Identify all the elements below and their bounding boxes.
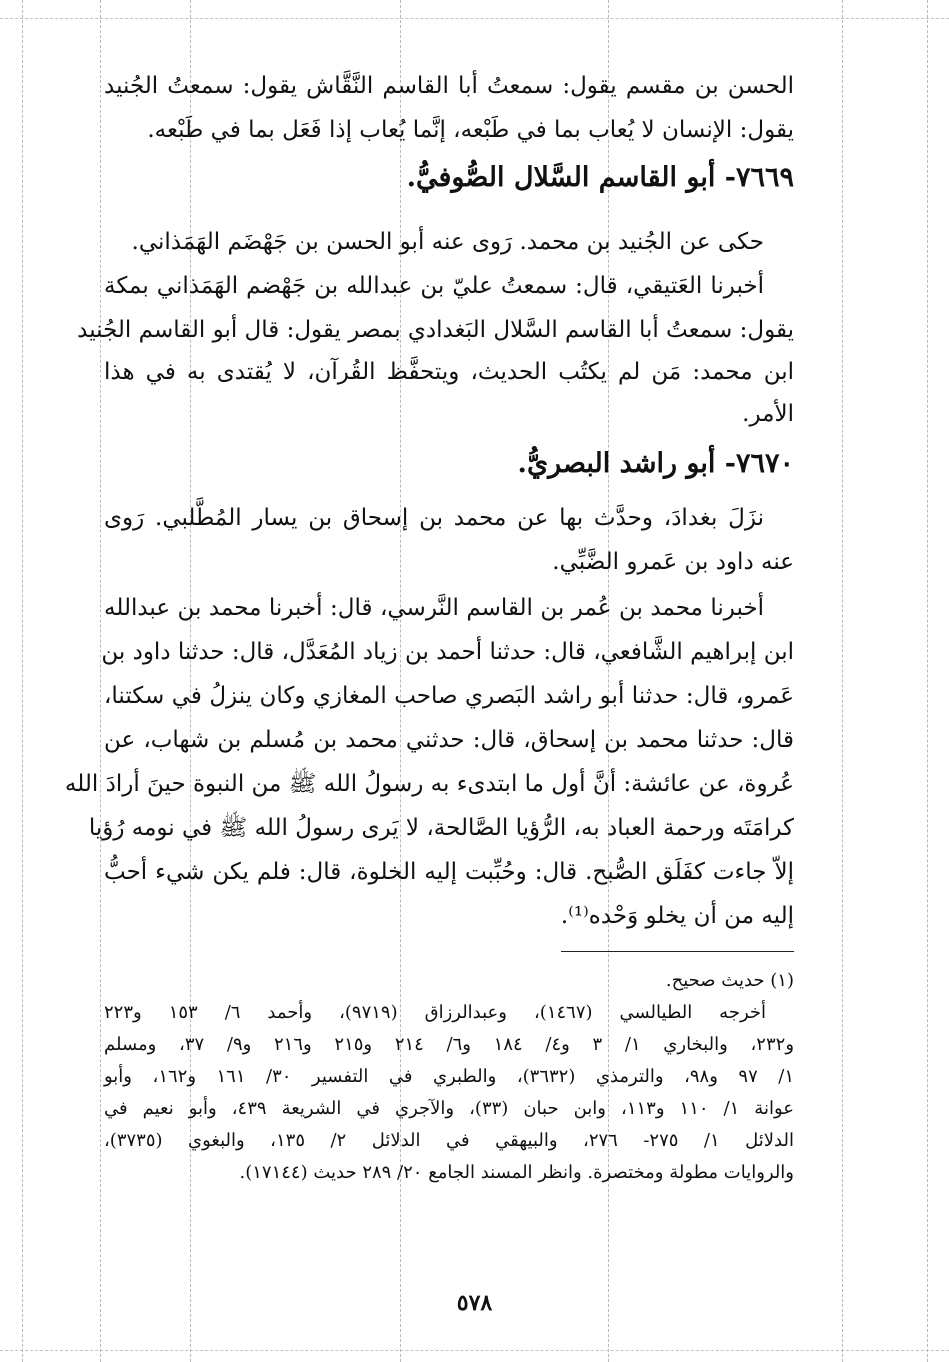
text-line: ابن إبراهيم الشَّافعي، قال: حدثنا أحمد بن زياد المُعَدَّل، قال: حدثنا داود بن bbox=[101, 639, 794, 665]
text-line: حكى عن الجُنيد بن محمد. رَوى عنه أبو الحسن بن جَهْضَم الهَمَذاني. bbox=[131, 229, 764, 255]
footnote-line: ١/ ٩٧ و٩٨، والترمذي (٣٦٣٢)، والطبري في التفسير ٣٠/ ١٦١ و١٦٢، وأبو bbox=[104, 1066, 794, 1087]
page-number: ٥٧٨ bbox=[456, 1290, 493, 1316]
text-line: إليه من أن يخلو وَحْده⁽¹⁾. bbox=[560, 903, 794, 929]
page-body bbox=[64, 66, 795, 1306]
text-line: كرامَتَه ورحمة العباد به، الرُّؤيا الصَّالحة، لا يَرى رسولُ الله ﷺ في نومه رُؤيا bbox=[88, 815, 794, 841]
text-line: أخبرنا العَتيقي، قال: سمعتُ عليّ بن عبدالله بن جَهْضم الهَمَذاني بمكة bbox=[104, 273, 764, 299]
footnote-line: عوانة ١/ ١١٠ و١١٣، وابن حبان (٣٣)، والآجري في الشريعة ٤٣٩، وأبو نعيم في bbox=[104, 1098, 794, 1119]
text-line: عنه داود بن عَمرو الضَّبِّي. bbox=[552, 549, 794, 575]
text-line: أخبرنا محمد بن عُمر بن القاسم النَّرسي، قال: أخبرنا محمد بن عبدالله bbox=[104, 595, 764, 621]
footnote-line: الدلائل ١/ ٢٧٥- ٢٧٦، والبيهقي في الدلائل ٢/ ١٣٥، والبغوي (٣٧٣٥)، bbox=[104, 1130, 794, 1151]
text-line: ابن محمد: مَن لم يكتُب الحديث، ويتحفَّظ القُرآن، لا يُقتدى به في هذا bbox=[104, 359, 794, 385]
text-line: عَمرو، قال: حدثنا أبو راشد البَصري صاحب المغازي وكان ينزلُ في سكتنا، bbox=[104, 683, 794, 709]
scan-guide-line bbox=[100, 0, 101, 1362]
footnote-line: أخرجه الطيالسي (١٤٦٧)، وعبدالرزاق (٩٧١٩)، وأحمد ٦/ ١٥٣ و٢٢٣ bbox=[104, 1002, 767, 1023]
entry-heading: ٧٦٧٠- أبو راشد البصريُّ. bbox=[517, 448, 794, 479]
scan-guide-line bbox=[0, 1350, 949, 1351]
text-line: الحسن بن مقسم يقول: سمعتُ أبا القاسم النَّقَّاش يقول: سمعتُ الجُنيد bbox=[104, 73, 794, 99]
text-line: الأمر. bbox=[742, 401, 794, 427]
scan-guide-line bbox=[0, 18, 949, 19]
footnote-line: (١) حديث صحيح. bbox=[665, 970, 794, 991]
text-line: قال: حدثنا محمد بن إسحاق، قال: حدثني محمد بن مُسلم بن شهاب، عن bbox=[104, 727, 794, 753]
text-line: يقول: الإنسان لا يُعاب بما في طَبْعه، إنَّما يُعاب إذا فَعَل بما في طَبْعه. bbox=[147, 117, 794, 143]
text-line: يقول: سمعتُ أبا القاسم السَّلال البَغدادي بمصر يقول: قال أبو القاسم الجُنيد bbox=[77, 317, 794, 343]
footnote-line: و٢٣٢، والبخاري ١/ ٣ و٤/ ١٨٤ و٦/ ٢١٤ و٢١٥ و٢١٦ و٩/ ٣٧، ومسلم bbox=[104, 1034, 795, 1055]
scan-guide-line bbox=[842, 0, 843, 1362]
text-line: نزَلَ بغدادَ، وحدَّث بها عن محمد بن إسحاق بن يسار المُطَّلبي. رَوى bbox=[104, 505, 764, 531]
footnote-line: والروايات مطولة ومختصرة. وانظر المسند الجامع ٢٠/ ٢٨٩ حديث (١٧١٤٤). bbox=[239, 1162, 794, 1183]
footnote-separator bbox=[561, 951, 794, 952]
text-line: إلاّ جاءت كفَلَق الصُّبح. قال: وحُبِّبت إليه الخلوة، قال: فلم يكن شيء أحبُّ bbox=[104, 859, 794, 885]
scan-guide-line bbox=[927, 0, 928, 1362]
scan-guide-line bbox=[22, 0, 23, 1362]
entry-heading: ٧٦٦٩- أبو القاسم السَّلال الصُّوفيُّ. bbox=[406, 162, 794, 193]
text-line: عُروة، عن عائشة: أنَّ أول ما ابتدىء به رسولُ الله ﷺ من النبوة حينَ أرادَ الله bbox=[64, 771, 794, 797]
